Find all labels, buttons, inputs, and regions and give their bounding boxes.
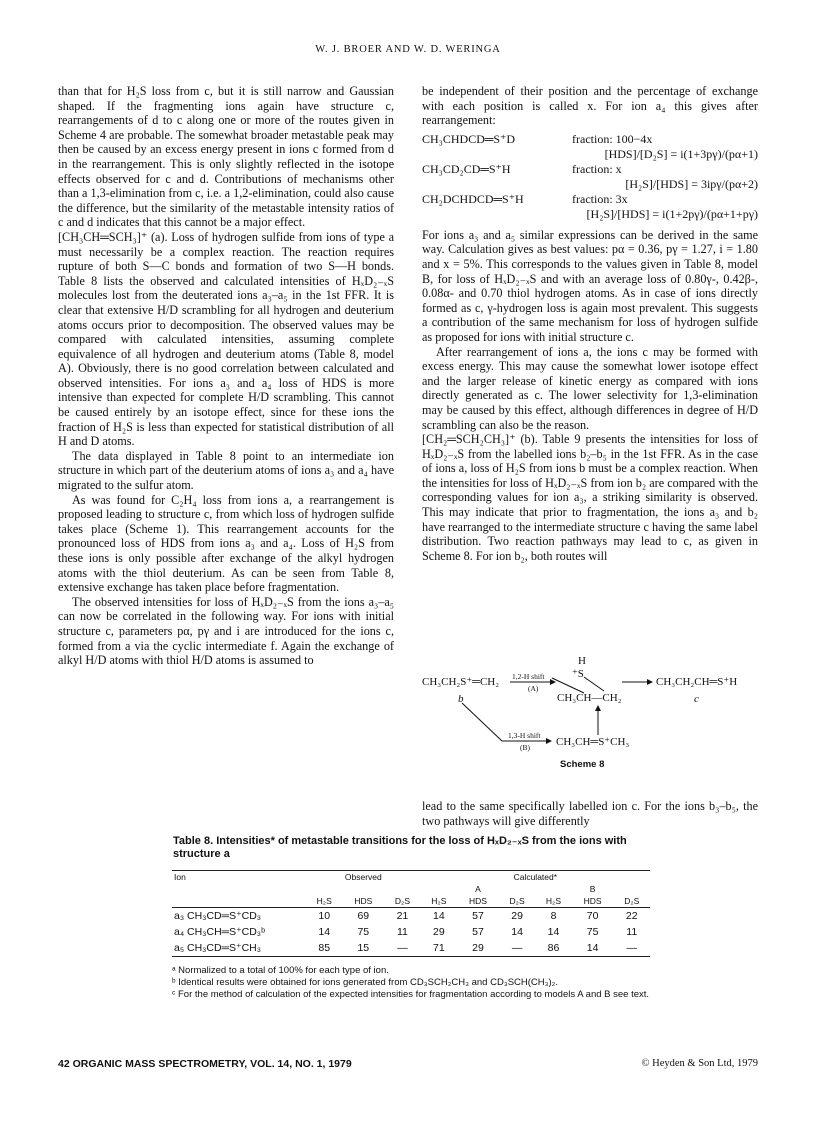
cell: — <box>511 942 523 954</box>
scheme-intermediate: CH₃CH═S⁺CH₃ <box>556 736 630 748</box>
mechanism-list <box>422 132 758 222</box>
paragraph: The data displayed in Table 8 point to an intermediate ion structure in which part of the deuterium atoms of ions a₃ and a₄ have migrated to the sulfur atom. <box>58 448 394 493</box>
scheme-arrow-b-label: 1,3-H shift <box>508 731 541 740</box>
sub-header: HDS <box>468 896 487 906</box>
cell: — <box>397 942 408 954</box>
scheme-start: CH₃CH₂S⁺═CH₂ <box>422 676 500 688</box>
cell: 86 <box>547 942 560 954</box>
sub-header: H₂S <box>545 896 562 906</box>
cell: 8 <box>550 910 557 922</box>
mechanism-fraction: fraction: 100−4x <box>572 131 653 146</box>
row-ion: a₄ CH₃CH═S⁺CD₃ᵇ <box>174 926 266 938</box>
cell: 14 <box>586 942 599 954</box>
mechanism-fraction: fraction: x <box>572 161 622 176</box>
cell: 70 <box>586 910 599 922</box>
cell: 10 <box>318 910 331 922</box>
mechanism-row <box>422 162 758 177</box>
scheme-arrow-a-path: (A) <box>528 684 539 693</box>
cell: 75 <box>586 926 599 938</box>
cell: 57 <box>472 910 484 922</box>
footnote: ᵇ Identical results were obtained for ions generated from CD₃SCH₂CH₃ and CD₃SCH(CH₃)₂. <box>172 977 558 988</box>
table-number: Table 8. <box>173 835 214 847</box>
mechanism-ion: CH₂DCHDCD═S⁺H <box>422 191 524 206</box>
sub-header: D₂S <box>509 896 525 906</box>
footer-journal: 42 ORGANIC MASS SPECTROMETRY, VOL. 14, NO. 1, 1979 <box>58 1058 352 1070</box>
cell: 69 <box>357 910 370 922</box>
model-a: A <box>475 884 481 894</box>
group-observed: Observed <box>344 872 382 882</box>
scheme-arrow-b-path: (B) <box>520 743 530 752</box>
row-ion: a₅ CH₃CD═S⁺CH₃ <box>174 942 262 954</box>
cell: 14 <box>511 926 523 938</box>
mechanism-row <box>422 192 758 207</box>
table-footnotes <box>172 965 662 1001</box>
scheme-caption: Scheme 8 <box>560 759 605 770</box>
scheme-product: CH₃CH₂CH═S⁺H <box>656 676 738 688</box>
paragraph-section-b: [CH₂═SCH₂CH₃]⁺ (b). Table 9 presents the intensities for loss of HₓD₂₋ₓS from the labelled ions b₂–b₅ in the 1st FFR. As in the case of ions a, loss of H₂S from ions b must be a complex reaction. When the intensities for loss of HₓD₂₋ₓS from ion b₂ are compared with the corresponding values for ion a₃, a striking similarity is observed. This may indicate that prior to fragmentation, the ions a₃ and b₂ have rearranged to the intermediate structure c having the same label distribution. Two reaction pathways may lead to c, as given in Scheme 8. For ion b₂, both routes will <box>422 432 758 563</box>
scheme-arrows <box>422 655 762 775</box>
mechanism-fraction: fraction: 3x <box>572 191 628 206</box>
col-ion: Ion <box>174 872 186 882</box>
table-row <box>172 908 650 925</box>
paragraph: be independent of their position and the percentage of exchange with each position is called x. For ion a₄ this gives after rearrangement: <box>422 84 758 128</box>
sub-header: HDS <box>583 896 602 906</box>
table-model-row <box>172 883 650 895</box>
scheme-arrow-a-label: 1,2-H shift <box>512 672 545 681</box>
cell: 14 <box>433 910 445 922</box>
mechanism-ratio: [H₂S]/[HDS] = 3ipγ/(pα+2) <box>625 176 758 191</box>
cell: 29 <box>511 910 523 922</box>
cell: 14 <box>547 926 560 938</box>
paragraph: As was found for C₂H₄ loss from ions a, a rearrangement is proposed leading to structure c, from which loss of hydrogen sulfide takes place (Scheme 1). This rearrangement accounts for the pronounced loss of HDS from ions a₃ and a₄. Loss of H₂S from these ions is only possible after exchange of the alkyl hydrogen atoms with the thiol deuterium. As can be seen from Table 8, extensive exchange has taken place before fragmentation. <box>58 492 394 595</box>
table-row <box>172 940 650 957</box>
paragraph: For ions a₃ and a₅ similar expressions can be derived in the same way. Calculation gives as best values: pα = 0.36, pγ = 1.27, i = 1.80 and x = 5%. This corresponds to the values given in Table 8, model B, for loss of HₓD₂₋ₓS and with an average loss of 0.80γ-, 0.42β-, 0.08α- and 0.70 thiol hydrogen atoms. As in case of ions directly formed as c, γ-hydrogen loss is again most prevalent. This suggests a contribution of the same mechanism for loss of hydrogen sulfide as proposed for ions with initial structure c. <box>422 227 758 344</box>
footer-copyright: © Heyden & Son Ltd, 1979 <box>641 1058 758 1069</box>
group-calculated: Calculated* <box>513 872 558 882</box>
footnote: ᵃ Normalized to a total of 100% for each type of ion. <box>172 965 389 976</box>
mechanism-ion: CH₃CHDCD═S⁺D <box>422 131 516 146</box>
mechanism-row <box>422 132 758 147</box>
cell: 57 <box>472 926 484 938</box>
table-8 <box>172 870 650 957</box>
running-header: W. J. BROER AND W. D. WERINGA <box>315 44 501 55</box>
cell: 71 <box>433 942 445 954</box>
scheme-start-label: b <box>458 693 464 705</box>
row-ion: a₃ CH₃CD═S⁺CD₃ <box>174 910 262 922</box>
sub-header: H₂S <box>316 896 332 906</box>
cell: 22 <box>625 910 638 922</box>
sub-header: D₂S <box>394 896 410 906</box>
paragraph: than that for H₂S loss from c, but it is still narrow and Gaussian shaped. If the fragmenting ions again have structure c, rearrangements of d to c along one or more of the routes given in Scheme 4 are probable. The somewhat broader metastable peak may then be caused by an excess energy present in ions c formed from d in the rearrangement. This is only slightly reflected in the isotope effects observed for c and d. Contributions of mechanisms other than a 1,3-elimination from c, i.e. a 1,2-elimination, could also cause the difference, but the similarity of the metastable intensity ratios of c and d indicates that this cannot be a major effect. <box>58 84 394 230</box>
paragraph: The observed intensities for loss of HₓD₂₋ₓS from the ions a₃–a₅ can now be correlated in the following way. For ions with initial structure c, parameters pα, pγ and i are introduced for the ions c, formed from a via the cyclic intermediate f. Again the exchange of alkyl H/D atoms with thiol H/D atoms is assumed to <box>58 594 394 668</box>
footnote: ᶜ For the method of calculation of the expected intensities for fragmentation according to models A and B see text. <box>172 989 650 1000</box>
paragraph: lead to the same specifically labelled ion c. For the ions b₃–b₅, the two pathways will give differently <box>422 799 758 828</box>
mechanism-ratio: [HDS]/[D₂S] = i(1+3pγ)/(pα+1) <box>604 146 758 161</box>
cell: 11 <box>626 926 638 938</box>
scheme-product-label: c <box>694 693 699 705</box>
table-row <box>172 924 650 940</box>
sub-header: D₂S <box>624 896 640 906</box>
cell: 75 <box>357 926 370 938</box>
paragraph-section-a: [CH₃CH═SCH₃]⁺ (a). Loss of hydrogen sulfide from ions of type a must necessarily be a complex reaction. The reaction requires rupture of both S—C bonds and formation of two S—H bonds. Table 8 lists the observed and calculated intensities of HₓD₂₋ₓS molecules lost from the deuterated ions a₃–a₅ in the 1st FFR. It is clear that extensive H/D scrambling for all hydrogen and deuterium atoms occurs prior to decomposition. The observed values may be compared with calculated intensities, assuming complete equivalence of all hydrogen and deuterium atoms (Table 8, model A). Obviously, there is no good correlation between calculated and observed intensities. For ions a₃ and a₄ loss of HDS is more intensive than expected for complete H/D scrambling. This cannot be caused entirely by an isotope effect, since for these ions the fraction of H₂S is less than expected for statistical distribution of all H and D atoms. <box>58 229 394 449</box>
page-footer <box>58 1058 758 1070</box>
cell: 21 <box>396 910 409 922</box>
sub-header: H₂S <box>431 896 447 906</box>
mechanism-ratio: [H₂S]/[HDS] = i(1+2pγ)/(pα+1+pγ) <box>586 206 758 221</box>
table-subheader-row <box>172 895 650 908</box>
scheme-cyclic-h: H <box>578 655 586 667</box>
scheme-cyclic-s: ⁺S <box>572 668 584 680</box>
cell: — <box>626 942 637 954</box>
cell: 85 <box>318 942 331 954</box>
right-column-bottom <box>422 799 758 828</box>
mechanism-ion: CH₃CD₂CD═S⁺H <box>422 161 511 176</box>
right-column <box>422 84 758 563</box>
cell: 14 <box>318 926 331 938</box>
scheme-cyclic-ring: CH₃CH—CH₂ <box>557 692 622 704</box>
paragraph: After rearrangement of ions a, the ions c may be formed with excess energy. This may cause the somewhat lower isotope effect and the larger release of kinetic energy as compared with ions directly generated as c. The lower selectivity for 1,3-elimination may be caused by this effect, although differences in degree of H/D scrambling can also be the reason. <box>422 344 758 432</box>
scheme-8 <box>422 655 762 775</box>
cell: 29 <box>472 942 484 954</box>
table-caption-text: Intensities* of metastable transitions for the loss of HₓD₂₋ₓS from the ions with structure a <box>173 835 627 860</box>
table-header-row <box>172 871 650 884</box>
model-b: B <box>589 884 596 894</box>
sub-header: HDS <box>354 896 373 906</box>
cell: 15 <box>357 942 370 954</box>
cell: 29 <box>433 926 445 938</box>
cell: 11 <box>396 926 408 938</box>
left-column <box>58 84 394 668</box>
table-caption <box>173 835 653 861</box>
